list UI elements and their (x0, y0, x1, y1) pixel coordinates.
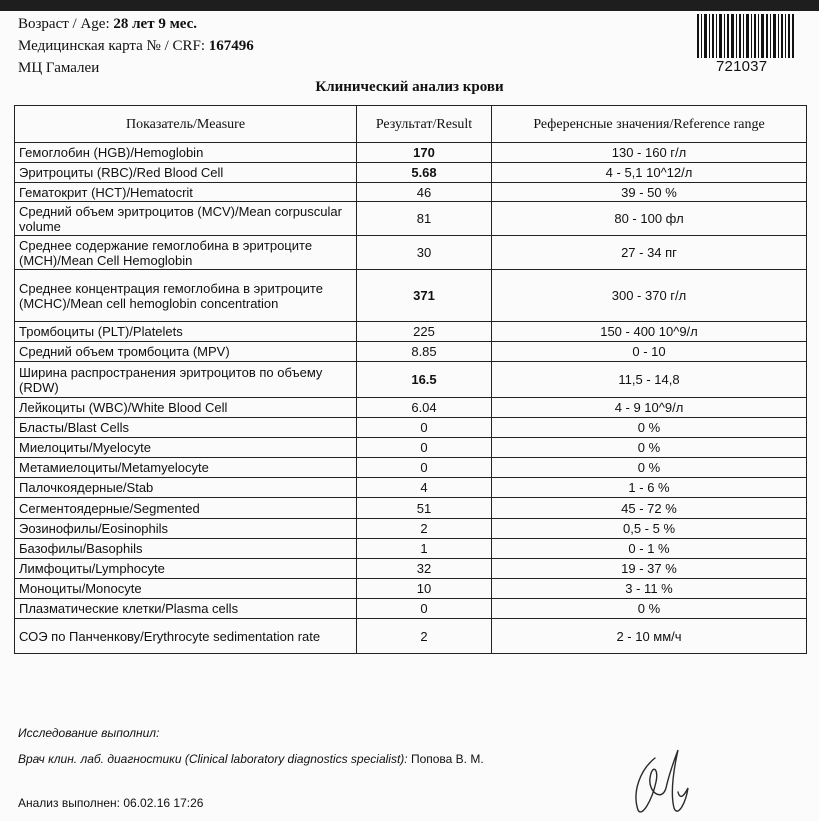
result-cell: 8.85 (357, 342, 492, 362)
measure-cell: Сегментоядерные/Segmented (15, 498, 357, 519)
result-cell: 170 (357, 143, 492, 163)
col-measure-header: Показатель/Measure (15, 106, 357, 143)
reference-cell: 4 - 5,1 10^12/л (492, 163, 807, 183)
reference-cell: 19 - 37 % (492, 559, 807, 579)
table-row (15, 478, 807, 498)
barcode-number: 721037 (716, 58, 768, 75)
reference-cell: 0 % (492, 438, 807, 458)
table-row (15, 539, 807, 559)
table-row (15, 599, 807, 619)
reference-cell: 0 - 1 % (492, 539, 807, 559)
table-row (15, 236, 807, 270)
table-row (15, 202, 807, 236)
crf-line (18, 37, 254, 55)
reference-cell: 45 - 72 % (492, 498, 807, 519)
top-dark-edge (0, 0, 819, 11)
result-cell: 1 (357, 539, 492, 559)
table-row (15, 579, 807, 599)
measure-cell: Лимфоциты/Lymphocyte (15, 559, 357, 579)
page-title: Клинический анализ крови (315, 79, 504, 95)
result-cell: 32 (357, 559, 492, 579)
table-row (15, 342, 807, 362)
measure-cell: Ширина распространения эритроцитов по объему (RDW) (15, 362, 357, 398)
reference-cell: 0,5 - 5 % (492, 519, 807, 539)
clinic-name: МЦ Гамалеи (18, 60, 100, 76)
barcode-icon (697, 14, 794, 58)
measure-cell: Базофилы/Basophils (15, 539, 357, 559)
table-row (15, 398, 807, 418)
table-row (15, 143, 807, 163)
measure-cell: Среднее содержание гемоглобина в эритроците (MCH)/Mean Cell Hemoglobin (15, 236, 357, 270)
doctor-label: Врач клин. лаб. диагностики (Clinical laboratory diagnostics specialist): (18, 752, 408, 766)
table-row (15, 438, 807, 458)
result-cell: 0 (357, 599, 492, 619)
result-cell: 30 (357, 236, 492, 270)
reference-cell: 1 - 6 % (492, 478, 807, 498)
reference-cell: 150 - 400 10^9/л (492, 322, 807, 342)
measure-cell: Гемоглобин (HGB)/Hemoglobin (15, 143, 357, 163)
result-cell: 2 (357, 619, 492, 654)
measure-cell: Бласты/Blast Cells (15, 418, 357, 438)
crf-value: 167496 (208, 38, 254, 54)
table-row (15, 498, 807, 519)
reference-cell: 3 - 11 % (492, 579, 807, 599)
result-cell: 5.68 (357, 163, 492, 183)
result-cell: 16.5 (357, 362, 492, 398)
reference-cell: 300 - 370 г/л (492, 270, 807, 322)
completed-date: 06.02.16 17:26 (123, 796, 204, 810)
result-cell: 6.04 (357, 398, 492, 418)
measure-cell: Эритроциты (RBC)/Red Blood Cell (15, 163, 357, 183)
results-table (14, 105, 807, 654)
table-row (15, 183, 807, 202)
table-row (15, 322, 807, 342)
result-cell: 371 (357, 270, 492, 322)
table-row (15, 559, 807, 579)
measure-cell: Тромбоциты (PLT)/Platelets (15, 322, 357, 342)
col-reference-header: Референсные значения/Reference range (492, 106, 807, 143)
col-result-header: Результат/Result (357, 106, 492, 143)
measure-cell: Плазматические клетки/Plasma cells (15, 599, 357, 619)
age-line (18, 15, 197, 33)
doctor-line (18, 752, 484, 767)
result-cell: 10 (357, 579, 492, 599)
crf-label: Медицинская карта № / CRF: (18, 38, 206, 54)
result-cell: 4 (357, 478, 492, 498)
table-row (15, 418, 807, 438)
reference-cell: 27 - 34 пг (492, 236, 807, 270)
reference-cell: 130 - 160 г/л (492, 143, 807, 163)
table-row (15, 362, 807, 398)
result-cell: 0 (357, 418, 492, 438)
table-row (15, 458, 807, 478)
reference-cell: 11,5 - 14,8 (492, 362, 807, 398)
measure-cell: Метамиелоциты/Metamyelocyte (15, 458, 357, 478)
reference-cell: 0 - 10 (492, 342, 807, 362)
table-header-row (15, 106, 807, 143)
table-row (15, 619, 807, 654)
reference-cell: 2 - 10 мм/ч (492, 619, 807, 654)
reference-cell: 4 - 9 10^9/л (492, 398, 807, 418)
measure-cell: Гематокрит (HCT)/Hematocrit (15, 183, 357, 202)
result-cell: 46 (357, 183, 492, 202)
measure-cell: Среднее концентрация гемоглобина в эритроците (MCHC)/Mean cell hemoglobin concentration (15, 270, 357, 322)
result-cell: 0 (357, 438, 492, 458)
age-value: 28 лет 9 мес. (113, 16, 198, 32)
age-label: Возраст / Age: (18, 16, 110, 32)
doctor-name: Попова В. М. (410, 752, 484, 766)
reference-cell: 80 - 100 фл (492, 202, 807, 236)
measure-cell: СОЭ по Панченкову/Erythrocyte sedimentation rate (15, 619, 357, 654)
performed-by-label: Исследование выполнил: (18, 726, 160, 740)
table-row (15, 519, 807, 539)
measure-cell: Средний объем тромбоцита (MPV) (15, 342, 357, 362)
measure-cell: Моноциты/Monocyte (15, 579, 357, 599)
reference-cell: 0 % (492, 418, 807, 438)
result-cell: 225 (357, 322, 492, 342)
reference-cell: 39 - 50 % (492, 183, 807, 202)
result-cell: 81 (357, 202, 492, 236)
reference-cell: 0 % (492, 599, 807, 619)
measure-cell: Миелоциты/Myelocyte (15, 438, 357, 458)
reference-cell: 0 % (492, 458, 807, 478)
signature-icon (560, 730, 730, 821)
result-cell: 0 (357, 458, 492, 478)
measure-cell: Палочкоядерные/Stab (15, 478, 357, 498)
completed-line (18, 796, 203, 811)
measure-cell: Эозинофилы/Eosinophils (15, 519, 357, 539)
result-cell: 2 (357, 519, 492, 539)
measure-cell: Лейкоциты (WBC)/White Blood Cell (15, 398, 357, 418)
measure-cell: Средний объем эритроцитов (MCV)/Mean corpuscular volume (15, 202, 357, 236)
result-cell: 51 (357, 498, 492, 519)
table-row (15, 270, 807, 322)
completed-label: Анализ выполнен: (18, 796, 121, 810)
table-row (15, 163, 807, 183)
